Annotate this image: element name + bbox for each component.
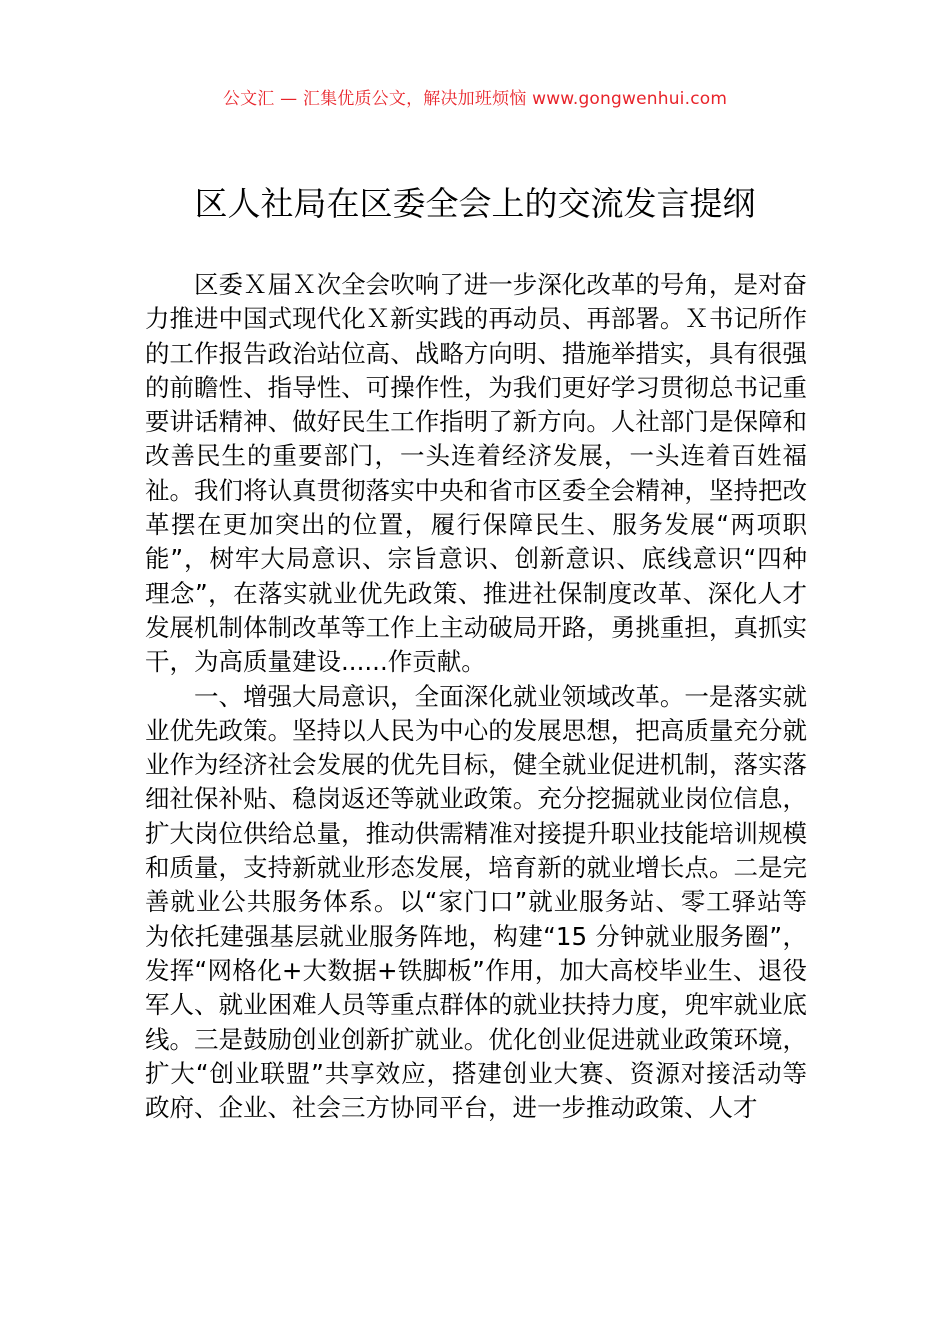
paragraph-intro: 区委Ｘ届Ｘ次全会吹响了进一步深化改革的号角，是对奋力推进中国式现代化Ｘ新实践的再动员、再部署。Ｘ书记所作的工作报告政治站位高、战略方向明、措施举措实，具有很强的前瞻性、指导性、可操作性，为我们更好学习贯彻总书记重要讲话精神、做好民生工作指明了新方向。人社部门是保障和改善民生的重要部门，一头连着经济发展，一头连着百姓福祉。我们将认真贯彻落实中央和省市区委全会精神，坚持把改革摆在更加突出的位置，履行保障民生、服务发展“两项职能”，树牢大局意识、宗旨意识、创新意识、底线意识“四种理念”，在落实就业优先政策、推进社保制度改革、深化人才发展机制体制改革等工作上主动破局开路，勇挑重担，真抓实干，为高质量建设......作贡献。 (145, 270, 807, 677)
document-title: 区人社局在区委全会上的交流发言提纲 (194, 184, 756, 223)
paragraph-section-one: 一、增强大局意识，全面深化就业领域改革。一是落实就业优先政策。坚持以人民为中心的发展思想，把高质量充分就业作为经济社会发展的优先目标，健全就业促进机制，落实落细社保补贴、稳岗返还等就业政策。充分挖掘就业岗位信息，扩大岗位供给总量，推动供需精准对接提升职业技能培训规模和质量，支持新就业形态发展，培育新的就业增长点。二是完善就业公共服务体系。以“家门口”就业服务站、零工驿站等为依托建强基层就业服务阵地，构建“15 分钟就业服务圈”，发挥“网格化+大数据+铁脚板”作用，加大高校毕业生、退役军人、就业困难人员等重点群体的就业扶持力度，兜牢就业底线。三是鼓励创业创新扩就业。优化创业促进就业政策环境，扩大“创业联盟”共享效应，搭建创业大赛、资源对接活动等政府、企业、社会三方协同平台，进一步推动政策、人才 (145, 681, 807, 1123)
site-header-banner: 公文汇 — 汇集优质公文，解决加班烦恼 www.gongwenhui.com (222, 89, 728, 109)
document-body (145, 268, 807, 1125)
